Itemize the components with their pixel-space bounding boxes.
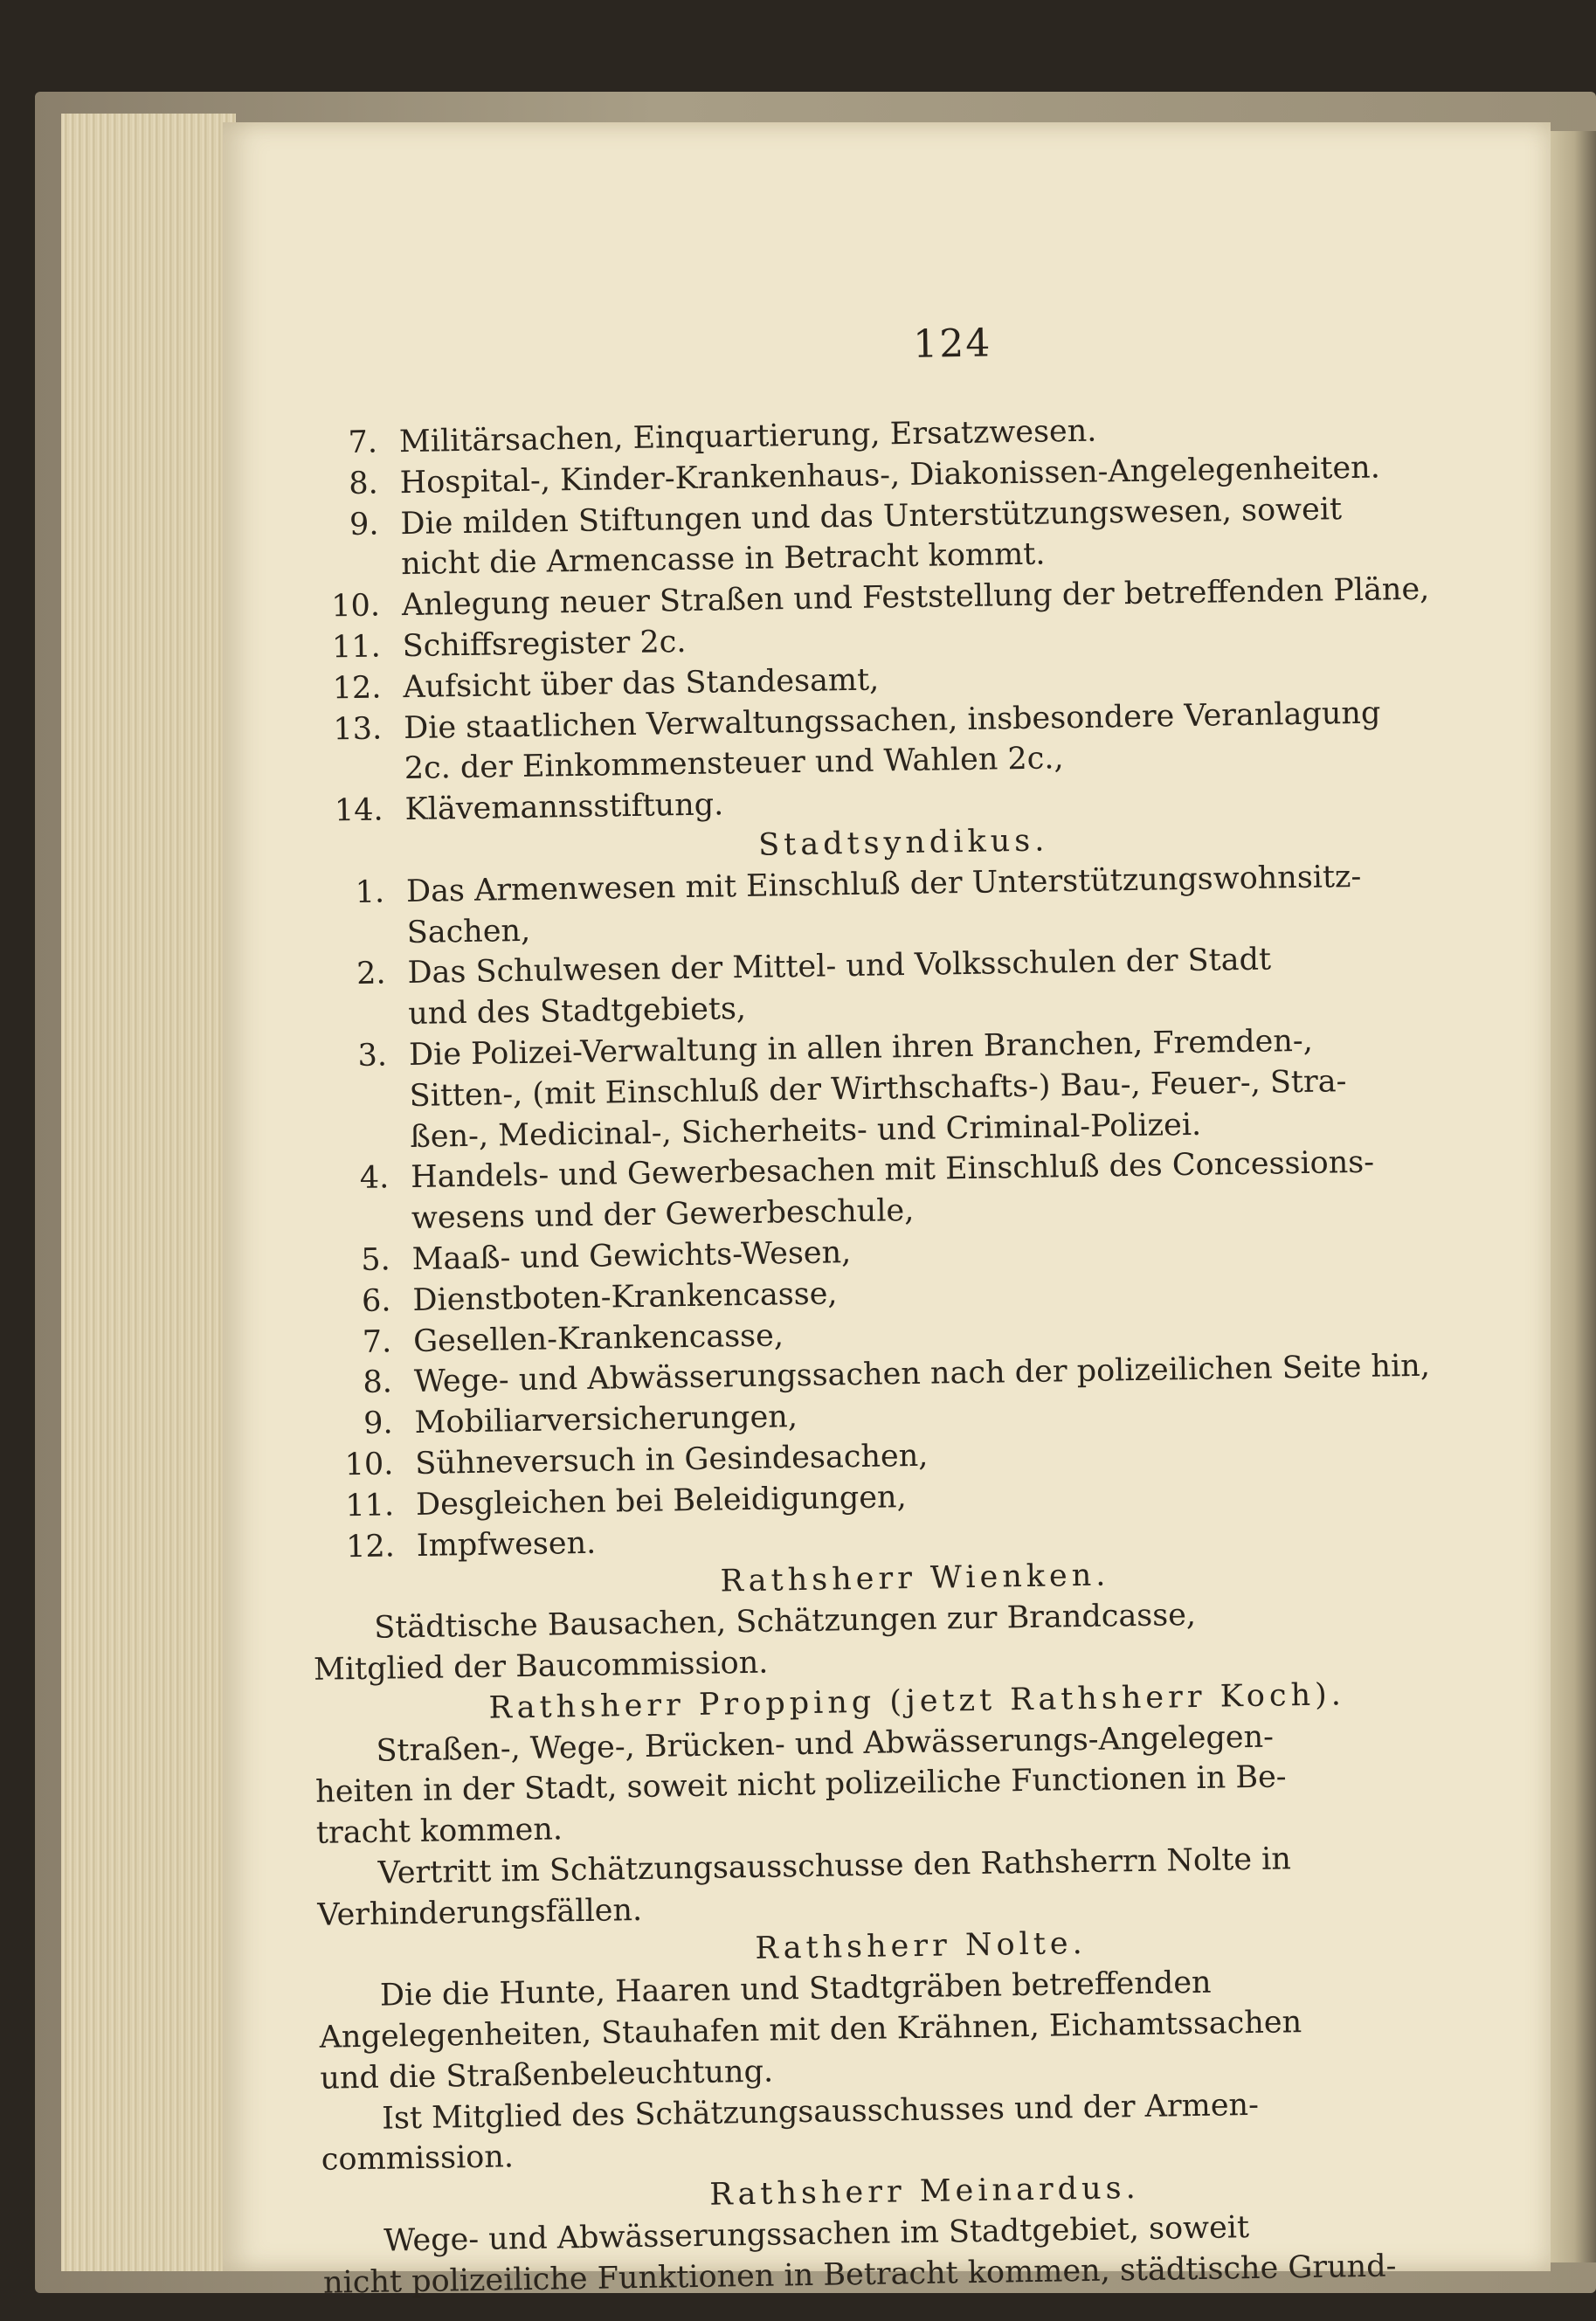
- list-item-text: Sachen,: [406, 913, 531, 950]
- list-item-number: 7.: [362, 1323, 392, 1360]
- list-item-text: Gesellen-Krankencasse,: [412, 1317, 784, 1359]
- list-item-text: Handels- und Gewerbesachen mit Einschluß des Concessions-: [410, 1145, 1375, 1196]
- list-item-text: Aufsicht über das Standesamt,: [403, 662, 880, 705]
- list-item-number: 11.: [331, 629, 381, 666]
- paragraph-line: Verhinderungsfällen.: [317, 1892, 643, 1933]
- list-item-text: ßen-, Medicinal-, Sicherheits- und Criminal-Polizei.: [410, 1107, 1202, 1155]
- paragraph-line: nicht polizeiliche Funktionen in Betracht kommen, städtische Grund-: [322, 2248, 1397, 2301]
- list-item-number: 1.: [355, 874, 385, 910]
- list-item-number: 5.: [360, 1242, 391, 1278]
- list-item-number: 7.: [348, 425, 378, 461]
- page-number: 124: [912, 321, 992, 367]
- paragraph-line: Die die Hunte, Haaren und Stadtgräben betreffenden: [379, 1965, 1212, 2014]
- list-item-text: Die milden Stiftungen und das Unterstützungswesen, soweit: [400, 491, 1343, 542]
- list-item-number: 12.: [332, 670, 382, 707]
- page-content: [294, 404, 1530, 2304]
- paragraph-line: Straßen-, Wege-, Brücken- und Abwässerungs-Angelegen-: [376, 1719, 1275, 1769]
- list-item-text: Das Armenwesen mit Einschluß der Unterstützungswohnsitz-: [405, 859, 1362, 909]
- list-item-number: 9.: [349, 507, 379, 542]
- list-item-number: 14.: [334, 792, 383, 829]
- list-item-text: Dienstboten-Krankencasse,: [412, 1276, 838, 1318]
- list-item-text: Impfwesen.: [416, 1525, 597, 1564]
- list-item-text: Anlegung neuer Straßen und Feststellung der betreffenden Pläne,: [401, 571, 1430, 624]
- list-item-number: 3.: [357, 1038, 388, 1074]
- list-item-number: 4.: [359, 1160, 390, 1197]
- paragraph-line: commission.: [321, 2139, 515, 2179]
- list-item-text: Schiffsregister 2c.: [402, 624, 687, 665]
- list-item-text: Maaß- und Gewichts-Wesen,: [411, 1235, 852, 1277]
- paragraph-line: Städtische Bausachen, Schätzungen zur Brandcasse,: [374, 1598, 1197, 1646]
- section-heading: Stadtsyndikus.: [757, 823, 1049, 863]
- list-item-number: 9.: [363, 1406, 393, 1442]
- list-item-text: Desgleichen bei Beleidigungen,: [415, 1479, 907, 1523]
- list-item-text: Sitten-, (mit Einschluß der Wirthschafts-) Bau-, Feuer-, Stra-: [409, 1063, 1347, 1114]
- list-item-number: 8.: [363, 1364, 393, 1401]
- list-item-text: Die staatlichen Verwaltungssachen, insbesondere Veranlagung: [403, 695, 1381, 746]
- list-item-number: 6.: [361, 1283, 391, 1319]
- list-item-number: 11.: [345, 1488, 395, 1523]
- paragraph-line: Mitglied der Baucommission.: [313, 1645, 769, 1688]
- paragraph-line: Angelegenheiten, Stauhafen mit den Krähnen, Eichamtssachen: [319, 2005, 1302, 2055]
- list-item-number: 8.: [349, 466, 379, 501]
- list-item-number: 12.: [345, 1528, 396, 1565]
- section-heading: Rathsherr Nolte.: [755, 1926, 1088, 1967]
- list-item-number: 10.: [330, 588, 381, 625]
- list-item-text: Wege- und Abwässerungssachen nach der polizeilichen Seite hin,: [413, 1349, 1431, 1400]
- list-item-text: Militärsachen, Einquartierung, Ersatzwesen.: [398, 413, 1097, 460]
- list-item-text: Klävemannsstiftung.: [404, 787, 724, 828]
- paragraph-line: tracht kommen.: [315, 1812, 563, 1851]
- section-heading: Rathsherr Meinardus.: [709, 2171, 1140, 2214]
- list-item-number: 2.: [356, 956, 386, 992]
- paragraph-line: Ist Mitglied des Schätzungsausschusses und der Armen-: [381, 2087, 1260, 2137]
- list-item-text: nicht die Armencasse in Betracht kommt.: [400, 536, 1046, 583]
- list-item-number: 10.: [344, 1447, 394, 1483]
- list-item-text: Mobiliarversicherungen,: [414, 1399, 798, 1441]
- list-item-text: Hospital-, Kinder-Krankenhaus-, Diakonissen-Angelegenheiten.: [399, 450, 1381, 501]
- list-item-text: Das Schulwesen der Mittel- und Volksschulen der Stadt: [407, 942, 1272, 991]
- list-item-text: und des Stadtgebiets,: [407, 991, 747, 1033]
- section-heading: Rathsherr Wienken.: [720, 1558, 1110, 1599]
- paragraph-line: Vertritt im Schätzungsausschusse den Rathsherrn Nolte in: [377, 1841, 1292, 1891]
- page-edges: [61, 114, 236, 2271]
- list-item-text: Die Polizei-Verwaltung in allen ihren Branchen, Fremden-,: [408, 1023, 1314, 1073]
- list-item-text: wesens und der Gewerbeschule,: [411, 1193, 915, 1237]
- section-heading: Rathsherr Propping (jetzt Rathsherr Koch).: [488, 1676, 1346, 1726]
- list-item-number: 13.: [333, 711, 383, 747]
- list-item-text: Sühneversuch in Gesindesachen,: [415, 1438, 929, 1482]
- paragraph-line: Wege- und Abwässerungssachen im Stadtgebiet, soweit: [383, 2210, 1250, 2259]
- paragraph-line: heiten in der Stadt, soweit nicht polizeiliche Functionen in Be-: [314, 1759, 1287, 1811]
- paragraph-line: und die Straßenbeleuchtung.: [320, 2054, 774, 2096]
- list-item-text: 2c. der Einkommensteuer und Wahlen 2c.,: [404, 741, 1064, 787]
